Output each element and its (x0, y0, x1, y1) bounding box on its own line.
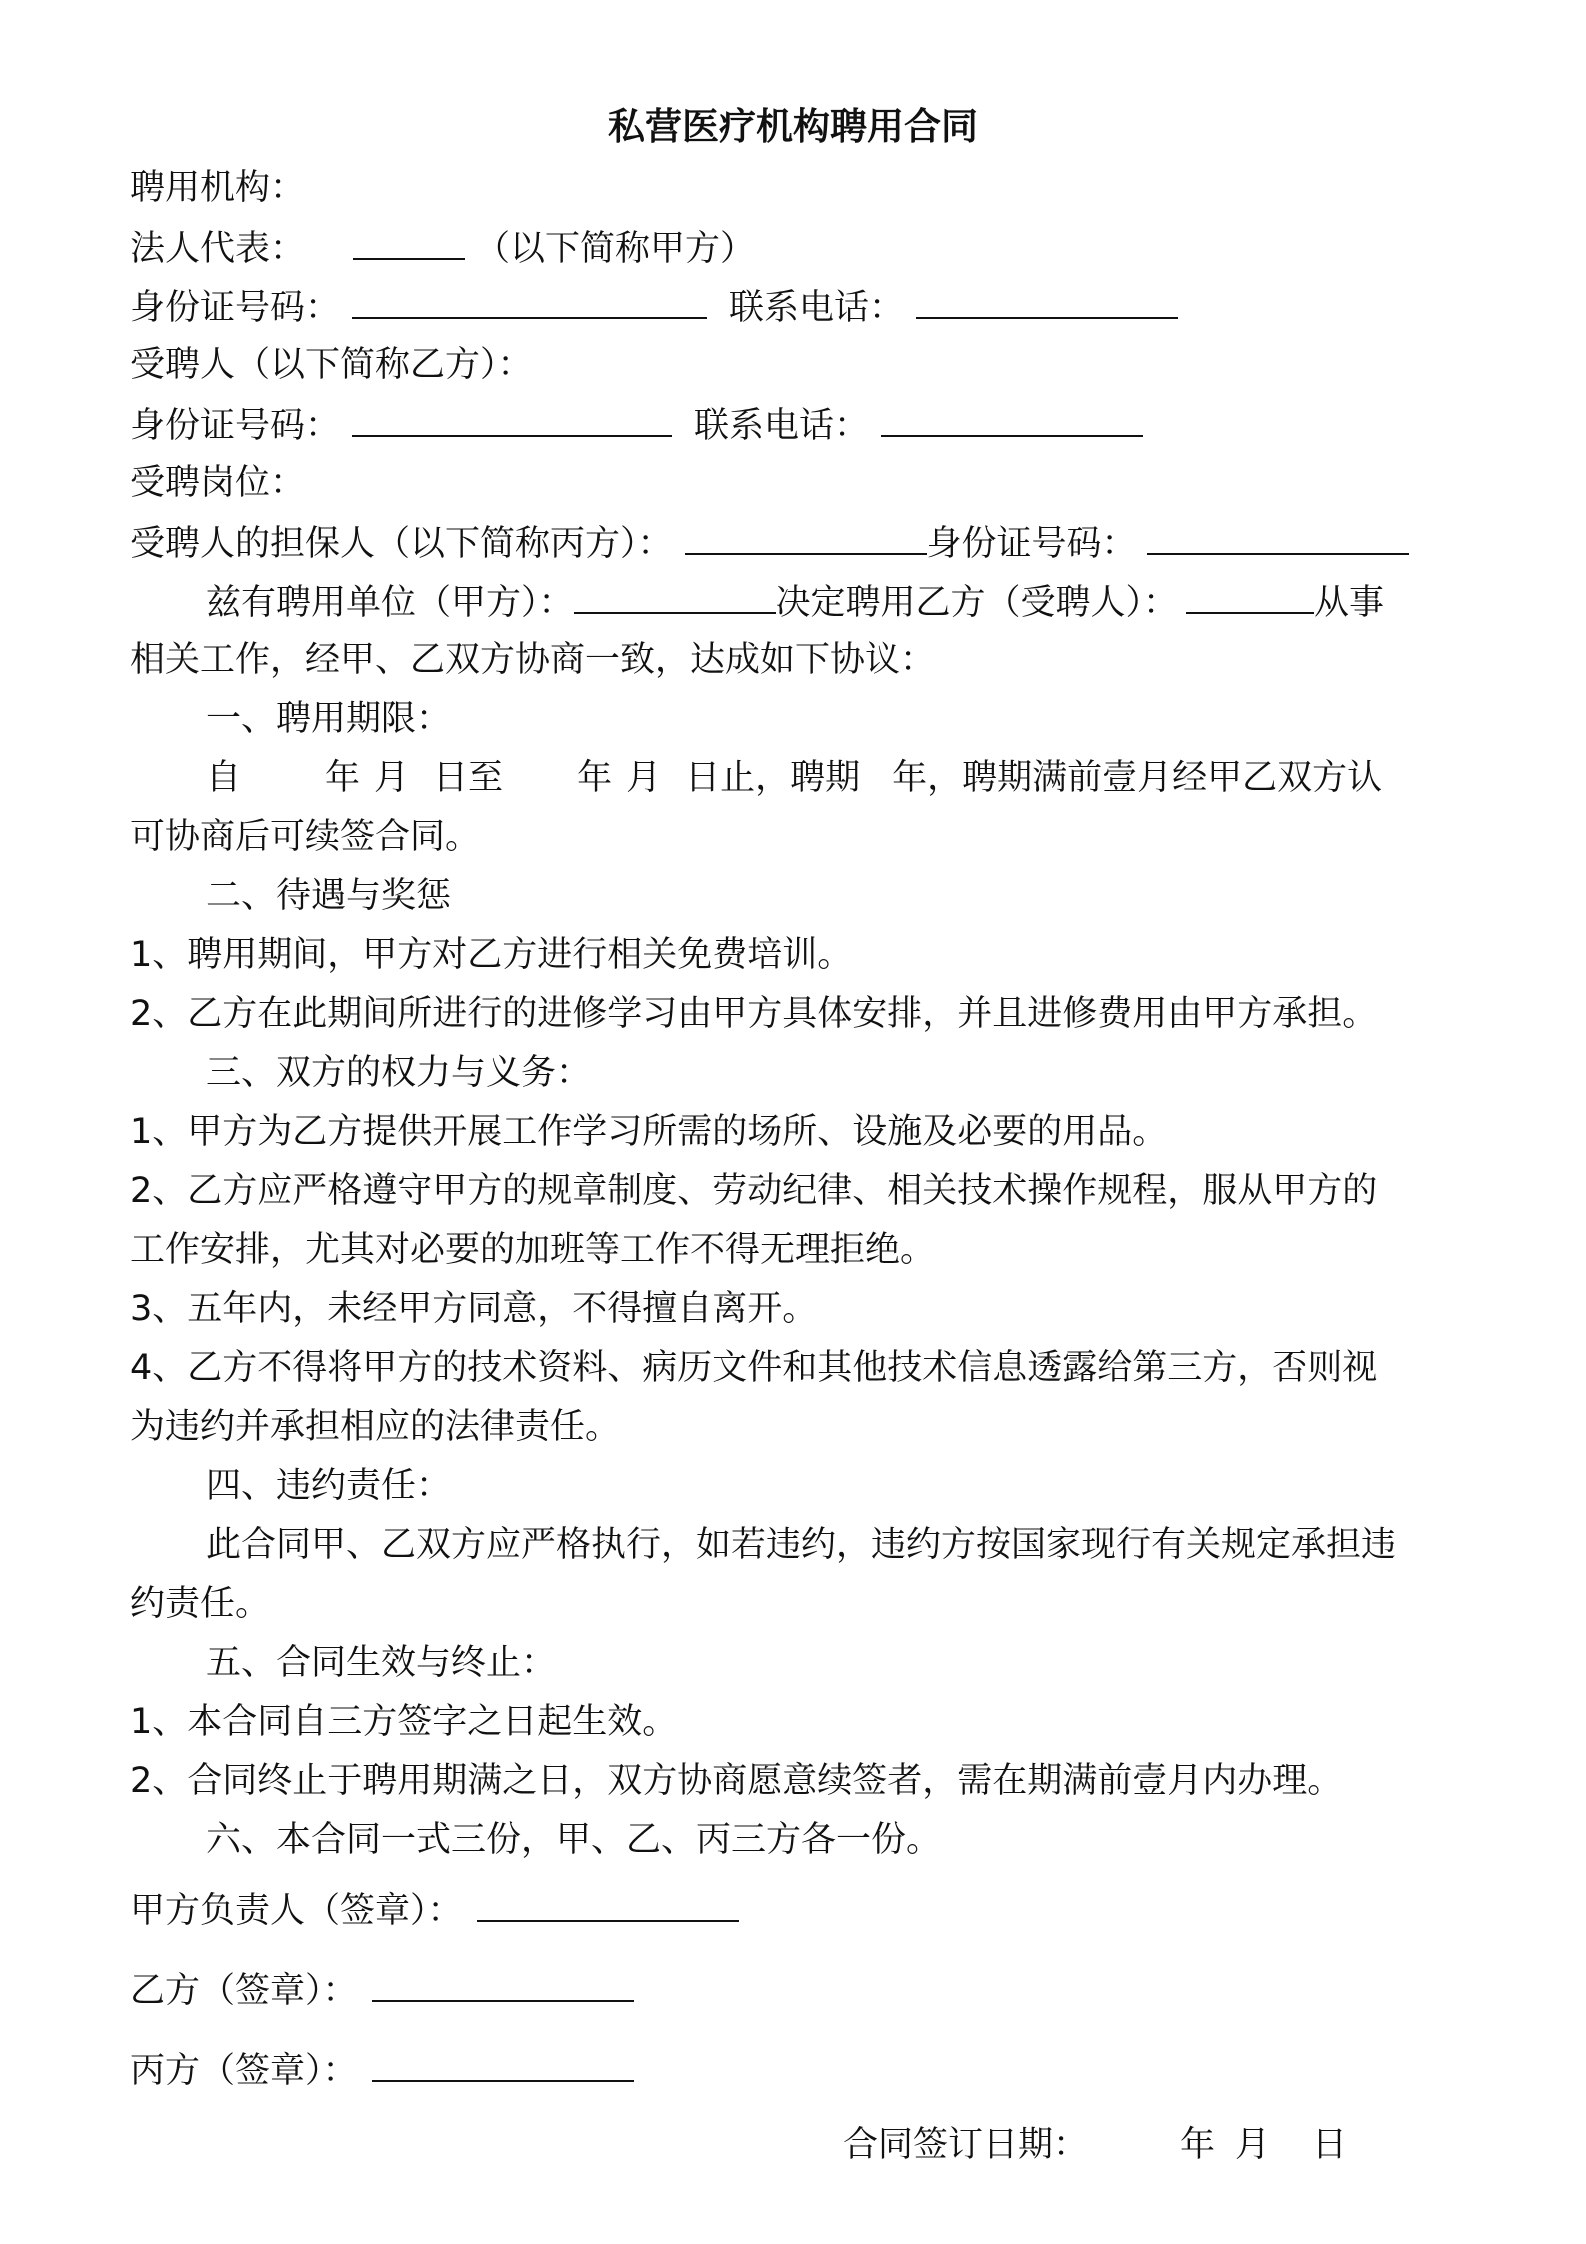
term-line-2: 可协商后可续签合同。 (130, 817, 481, 857)
party-a-id-blank[interactable] (352, 283, 707, 319)
term-day-1: 日至 (433, 758, 504, 798)
signing-date-year: 年 (1180, 2125, 1216, 2165)
section-2-heading: 二、待遇与奖惩 (206, 876, 452, 916)
section-4-line-2: 约责任。 (130, 1584, 271, 1624)
employee-line (130, 342, 533, 388)
phone-label-1: 联系电话： (729, 288, 905, 328)
position-label: 受聘岗位： (130, 463, 306, 503)
term-rest: 年，聘期满前壹月经甲乙双方认 (892, 758, 1383, 798)
id-label-1: 身份证号码： (130, 288, 341, 328)
position-line (130, 460, 305, 506)
section-5-heading: 五、合同生效与终止： (206, 1643, 557, 1683)
guarantor-id-label: 身份证号码： (926, 524, 1137, 564)
party-b-signature-line (130, 1966, 634, 2014)
employer-line (130, 165, 305, 211)
section-5-item-1: 1、本合同自三方签字之日起生效。 (130, 1702, 678, 1742)
intro-part-3: 从事 (1314, 583, 1385, 623)
party-a-id-line (130, 283, 1178, 331)
term-line (206, 755, 1382, 801)
section-3-item-2a: 2、乙方应严格遵守甲方的规章制度、劳动纪律、相关技术操作规程，服从甲方的 (130, 1171, 1378, 1211)
guarantor-blank[interactable] (685, 519, 927, 555)
section-6-heading: 六、本合同一式三份，甲、乙、丙三方各一份。 (206, 1820, 942, 1860)
term-day-2: 日止，聘期 (685, 758, 861, 798)
section-2-item-2: 2、乙方在此期间所进行的进修学习由甲方具体安排，并且进修费用由甲方承担。 (130, 994, 1378, 1034)
section-4-heading: 四、违约责任： (206, 1466, 452, 1506)
section-3-item-1: 1、甲方为乙方提供开展工作学习所需的场所、设施及必要的用品。 (130, 1112, 1168, 1152)
employer-unit-blank[interactable] (574, 578, 776, 614)
party-b-id-line (130, 401, 1143, 449)
employee-label: 受聘人（以下简称乙方）： (130, 345, 533, 385)
section-1-heading: 一、聘用期限： (206, 699, 452, 739)
legal-rep-suffix: （以下简称甲方） (475, 229, 756, 269)
document-title: 私营医疗机构聘用合同 (608, 105, 978, 148)
section-3-item-3: 3、五年内，未经甲方同意，不得擅自离开。 (130, 1289, 818, 1329)
party-b-signature-blank[interactable] (372, 1966, 634, 2002)
intro-part-2: 决定聘用乙方（受聘人）： (775, 583, 1179, 623)
intro-part-1: 兹有聘用单位（甲方）： (206, 583, 574, 623)
employer-label: 聘用机构： (130, 168, 306, 208)
id-label-2: 身份证号码： (130, 406, 341, 446)
signing-date-line (843, 2122, 1347, 2168)
section-5-item-2: 2、合同终止于聘用期满之日，双方协商愿意续签者，需在期满前壹月内办理。 (130, 1761, 1343, 1801)
section-3-item-2b: 工作安排，尤其对必要的加班等工作不得无理拒绝。 (130, 1230, 936, 1270)
section-3-heading: 三、双方的权力与义务： (206, 1053, 592, 1093)
legal-rep-blank[interactable] (353, 224, 465, 260)
legal-rep-label: 法人代表： (130, 229, 306, 269)
signing-date-day: 日 (1312, 2125, 1348, 2165)
term-year-2: 年 (577, 758, 613, 798)
section-3-item-4b: 为违约并承担相应的法律责任。 (130, 1407, 621, 1447)
employee-name-blank[interactable] (1186, 578, 1314, 614)
guarantor-label: 受聘人的担保人（以下简称丙方）： (130, 524, 673, 564)
party-a-signature-blank[interactable] (477, 1886, 739, 1922)
intro-line-2: 相关工作，经甲、乙双方协商一致，达成如下协议： (130, 640, 936, 680)
term-month-1: 月 (374, 758, 410, 798)
signing-date-month: 月 (1235, 2125, 1271, 2165)
legal-rep-line (130, 224, 755, 272)
guarantor-line (130, 519, 1409, 567)
intro-line-1 (206, 578, 1384, 626)
section-3-item-4a: 4、乙方不得将甲方的技术资料、病历文件和其他技术信息透露给第三方，否则视 (130, 1348, 1378, 1388)
phone-label-2: 联系电话： (694, 406, 870, 446)
term-from: 自 (206, 758, 242, 798)
party-b-signature-label: 乙方（签章）： (130, 1971, 358, 2011)
term-year-1: 年 (325, 758, 361, 798)
party-b-id-blank[interactable] (352, 401, 672, 437)
party-b-phone-blank[interactable] (881, 401, 1143, 437)
guarantor-id-blank[interactable] (1147, 519, 1409, 555)
party-a-phone-blank[interactable] (916, 283, 1178, 319)
party-c-signature-blank[interactable] (372, 2046, 634, 2082)
signing-date-label: 合同签订日期： (843, 2125, 1089, 2165)
section-2-item-1: 1、聘用期间，甲方对乙方进行相关免费培训。 (130, 935, 853, 975)
term-month-2: 月 (626, 758, 662, 798)
party-c-signature-line (130, 2046, 634, 2094)
party-a-signature-label: 甲方负责人（签章）： (130, 1891, 463, 1931)
section-4-line-1: 此合同甲、乙双方应严格执行，如若违约，违约方按国家现行有关规定承担违 (206, 1525, 1397, 1565)
party-c-signature-label: 丙方（签章）： (130, 2051, 358, 2091)
party-a-signature-line (130, 1886, 739, 1934)
